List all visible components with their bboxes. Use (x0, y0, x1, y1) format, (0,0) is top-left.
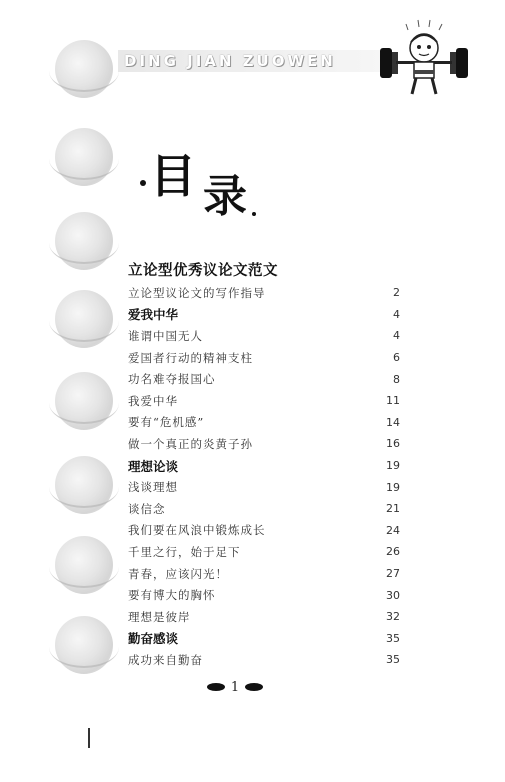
toc-entry (128, 347, 418, 369)
title-dot (252, 212, 256, 216)
toc-entry (128, 498, 418, 520)
toc-entry-title: 青春，应该闪光！ (128, 566, 228, 581)
toc-section-heading (128, 455, 418, 477)
toc-entry-page: 11 (386, 394, 400, 408)
page-number: 1 (230, 679, 240, 695)
decorative-ring (55, 128, 113, 186)
running-title: DING JIAN ZUOWEN (124, 52, 336, 70)
leaf-ornament-icon (207, 683, 225, 691)
toc-entry-title: 做一个真正的炎黄子孙 (128, 436, 253, 451)
toc-entry-page: 8 (393, 372, 400, 386)
toc-title-char-2: 录 (203, 171, 247, 222)
toc-entry-page: 26 (386, 545, 400, 559)
toc-entry-page: 24 (386, 523, 400, 537)
page-number-ornament (200, 678, 270, 696)
toc-entry (128, 433, 418, 455)
toc-entry (128, 282, 418, 304)
decorative-ring (55, 616, 113, 674)
toc-entry-title: 成功来自勤奋 (128, 652, 203, 667)
toc-entry-page: 32 (386, 610, 400, 624)
toc-entry-page: 19 (386, 459, 400, 473)
toc-entry (128, 412, 418, 434)
toc-entry-page: 6 (393, 351, 400, 365)
toc-entry-page: 19 (386, 480, 400, 494)
toc-entry-page: 35 (386, 653, 400, 667)
toc-title-char-1: 目 (150, 149, 196, 203)
toc-entry-title: 我们要在风浪中锻炼成长 (128, 523, 266, 538)
toc-section-heading (128, 304, 418, 326)
toc-entry-title: 立论型议论文的写作指导 (128, 285, 266, 300)
scan-mark (88, 728, 90, 748)
toc-entry-title: 理想是彼岸 (128, 609, 191, 624)
toc-entry-page: 35 (386, 631, 400, 645)
toc-entry-title: 浅谈理想 (128, 480, 178, 495)
toc-entry-page: 16 (386, 437, 400, 451)
table-of-contents (128, 256, 418, 671)
leaf-ornament-icon (245, 683, 263, 691)
toc-entry (128, 390, 418, 412)
toc-entry-title: 爱国者行动的精神支柱 (128, 350, 253, 365)
toc-entry-title: 理想论谈 (128, 458, 179, 474)
decorative-ring (55, 290, 113, 348)
toc-entry-title: 谁谓中国无人 (128, 328, 203, 343)
toc-entry-page: 30 (386, 588, 400, 602)
toc-entry-title: 要有“危机感” (128, 415, 205, 430)
weightlifter-mascot-icon (378, 18, 470, 98)
toc-entry-title: 立论型优秀议论文范文 (128, 262, 278, 279)
toc-entry (128, 649, 418, 671)
toc-entry-page: 2 (393, 286, 400, 300)
toc-entry (128, 476, 418, 498)
toc-entry-title: 谈信念 (128, 501, 166, 516)
toc-entry (128, 584, 418, 606)
toc-entry-page: 21 (386, 502, 400, 516)
title-dot (140, 180, 146, 186)
toc-entry (128, 368, 418, 390)
toc-entry (128, 606, 418, 628)
toc-entry-title: 我爱中华 (128, 393, 178, 408)
decorative-ring (55, 536, 113, 594)
toc-section-heading (128, 628, 418, 650)
toc-entry-title: 爱我中华 (128, 307, 179, 323)
toc-entry-page: 27 (386, 567, 400, 581)
toc-entry-title: 千里之行，始于足下 (128, 544, 241, 559)
toc-entry (128, 325, 418, 347)
toc-entry-title: 功名难夺报国心 (128, 372, 216, 387)
toc-entry (128, 563, 418, 585)
toc-entry (128, 541, 418, 563)
toc-main-heading (128, 256, 418, 282)
toc-entry-page: 14 (386, 415, 400, 429)
decorative-ring (55, 40, 113, 98)
toc-entry-page: 4 (393, 329, 400, 343)
toc-entry-page: 4 (393, 307, 400, 321)
decorative-ring (55, 372, 113, 430)
toc-entry (128, 520, 418, 542)
toc-entry-title: 要有博大的胸怀 (128, 588, 216, 603)
toc-entry-title: 勤奋感谈 (128, 631, 179, 647)
decorative-ring (55, 456, 113, 514)
decorative-ring (55, 212, 113, 270)
